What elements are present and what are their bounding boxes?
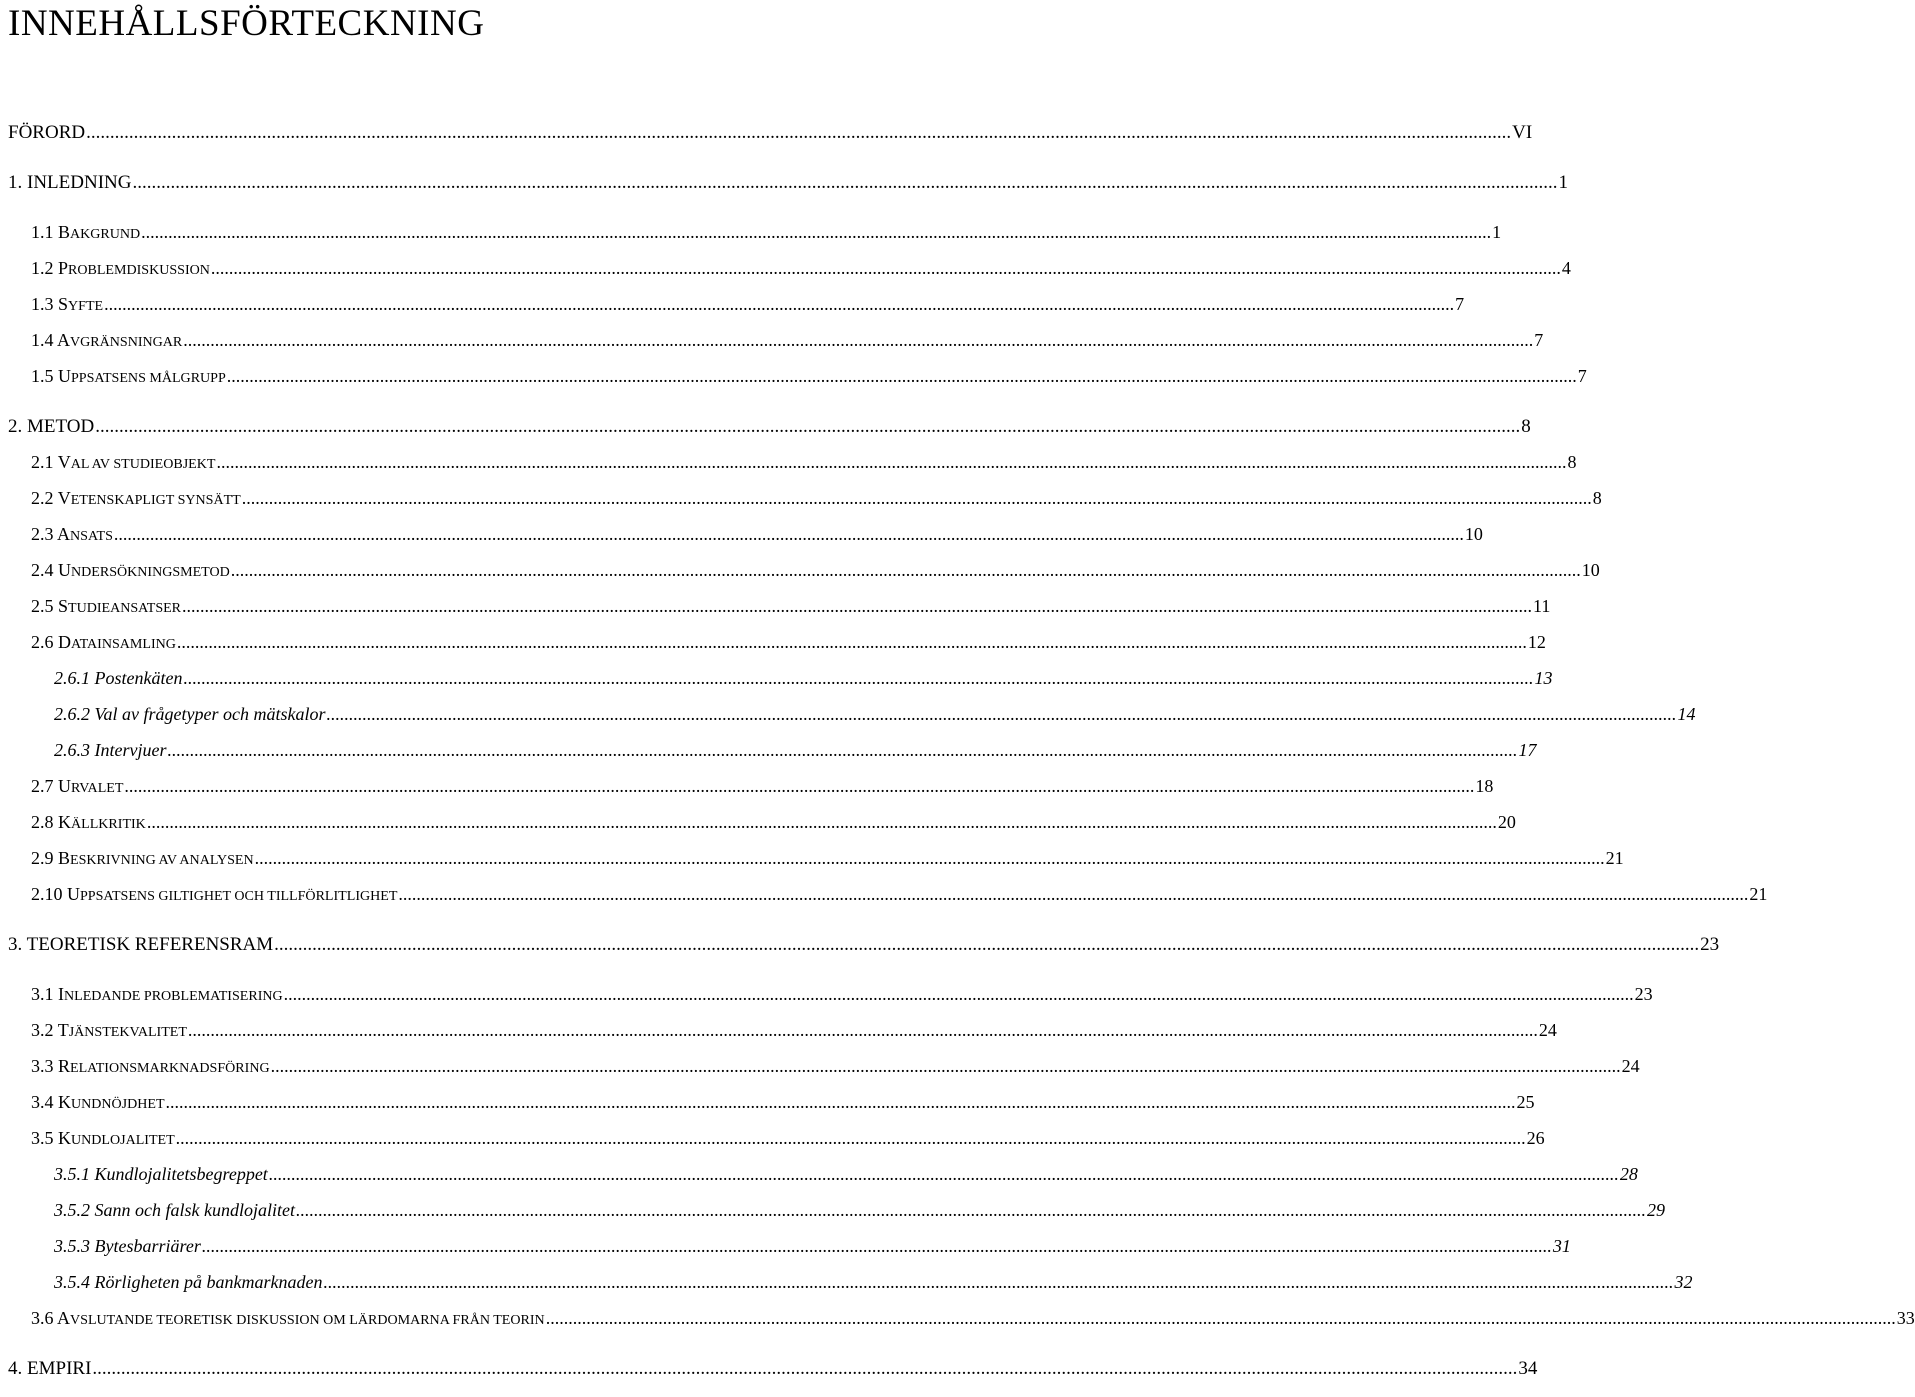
toc-entry-title-rest: UNDLOJALITET [71, 1132, 175, 1148]
toc-entry-page-number: 10 [1464, 524, 1483, 544]
toc-entry[interactable] [31, 524, 1483, 545]
toc-entry[interactable] [31, 294, 1465, 315]
toc-entry-label [31, 222, 140, 243]
dot-leader: ............................................................................................................................................................................................................................................................................................................ [124, 776, 1475, 796]
toc-entry-label [8, 416, 94, 438]
dot-leader: ............................................................................................................................................................................................................................................................................................................ [201, 1236, 1552, 1256]
toc-entry[interactable] [31, 776, 1494, 797]
toc-entry[interactable] [54, 740, 1537, 761]
toc-entry-label [31, 1128, 175, 1149]
toc-entry-label [31, 1092, 165, 1113]
toc-entry[interactable] [8, 172, 1568, 194]
toc-entry-title-rest: ETENSKAPLIGT SYNSÄTT [70, 492, 241, 508]
toc-entry-title-initial: U [67, 884, 80, 904]
toc-entry[interactable] [8, 934, 1720, 956]
toc-entry-number: 2.1 [31, 452, 58, 472]
toc-entry-label [31, 488, 241, 509]
toc-entry-title-rest: TUDIEANSATSER [68, 600, 182, 616]
dot-leader: ............................................................................................................................................................................................................................................................................................................ [92, 1358, 1518, 1379]
toc-entry-page-number: 13 [1534, 668, 1553, 688]
toc-entry[interactable] [31, 366, 1587, 387]
toc-entry-number: 2.9 [31, 848, 58, 868]
toc-entry[interactable] [8, 1358, 1538, 1380]
toc-entry-label [54, 1272, 322, 1293]
toc-entry-title-initial: S [58, 294, 69, 314]
toc-entry-title-initial: A [57, 1308, 71, 1328]
dot-leader: ............................................................................................................................................................................................................................................................................................................ [230, 560, 1581, 580]
toc-entry-number: 4. [8, 1358, 27, 1379]
dot-leader: ............................................................................................................................................................................................................................................................................................................ [86, 122, 1512, 143]
toc-entry-label [54, 704, 325, 725]
page-title: INNEHÅLLSFÖRTECKNING [8, 3, 485, 44]
toc-entry-title-initial: V [57, 452, 71, 472]
toc-entry-number: 2.6.2 [54, 704, 95, 724]
toc-entry-title-initial: F [8, 122, 19, 143]
toc-entry-page-number: 21 [1605, 848, 1624, 868]
toc-entry-title-initial: K [58, 1092, 71, 1112]
toc-entry-title-rest: ETOD [43, 416, 95, 437]
toc-entry-number: 3.5.4 [54, 1272, 95, 1292]
toc-entry-title-rest: ÖRORD [18, 122, 86, 143]
dot-leader: ............................................................................................................................................................................................................................................................................................................ [182, 596, 1533, 616]
toc-entry-number: 2.7 [31, 776, 58, 796]
toc-entry-page-number: 1 [1558, 172, 1568, 193]
toc-entry-page-number: VI [1512, 122, 1533, 143]
toc-entry-title-initial: S [58, 596, 69, 616]
toc-entry-page-number: 7 [1534, 330, 1544, 350]
toc-entry-label [54, 1236, 201, 1257]
toc-entry-label [54, 668, 182, 689]
toc-entry[interactable] [31, 222, 1502, 243]
dot-leader: ............................................................................................................................................................................................................................................................................................................ [141, 222, 1492, 242]
toc-entry[interactable] [54, 1200, 1665, 1221]
toc-entry-number: 1.4 [31, 330, 58, 350]
toc-entry-label [31, 294, 103, 315]
toc-entry-number: 2.2 [31, 488, 58, 508]
toc-entry-title-rest: AKGRUND [70, 226, 141, 242]
toc-entry-title-rest: VGRÄNSNINGAR [70, 334, 183, 350]
toc-entry-label [31, 330, 182, 351]
dot-leader: ............................................................................................................................................................................................................................................................................................................ [104, 294, 1455, 314]
toc-entry-title-rest: ROBLEMDISKUSSION [68, 262, 210, 278]
dot-leader: ............................................................................................................................................................................................................................................................................................................ [254, 848, 1605, 868]
toc-entry-number: 2.5 [31, 596, 58, 616]
dot-leader: ............................................................................................................................................................................................................................................................................................................ [545, 1308, 1896, 1328]
dot-leader: ............................................................................................................................................................................................................................................................................................................ [132, 172, 1558, 193]
dot-leader: ............................................................................................................................................................................................................................................................................................................ [283, 984, 1634, 1004]
toc-entry-page-number: 10 [1581, 560, 1600, 580]
toc-entry-page-number: 21 [1749, 884, 1768, 904]
dot-leader: ............................................................................................................................................................................................................................................................................................................ [241, 488, 1592, 508]
toc-entry-number: 3.5.1 [54, 1164, 95, 1184]
toc-entry-title-rest: RVALET [71, 780, 124, 796]
toc-entry-page-number: 8 [1567, 452, 1577, 472]
toc-entry-page-number: 29 [1646, 1200, 1665, 1220]
toc-entry-title-initial: Val av frågetyper och mätskalor [94, 704, 326, 724]
toc-entry-title-initial: Bytesbarriärer [94, 1236, 201, 1256]
toc-entry-label [31, 560, 230, 581]
toc-entry-title-rest: NDERSÖKNINGSMETOD [71, 564, 230, 580]
toc-entry-title-rest: PPSATSENS GILTIGHET OCH TILLFÖRLITLIGHET [80, 888, 398, 904]
toc-entry-number: 2.8 [31, 812, 58, 832]
toc-entry[interactable] [54, 1236, 1571, 1257]
dot-leader: ............................................................................................................................................................................................................................................................................................................ [295, 1200, 1646, 1220]
toc-entry-title-initial: I [58, 984, 64, 1004]
toc-entry-page-number: 14 [1677, 704, 1696, 724]
toc-entry-number: 2.6 [31, 632, 58, 652]
toc-entry[interactable] [8, 416, 1531, 438]
toc-entry[interactable] [31, 1128, 1545, 1149]
toc-entry-page-number: 31 [1552, 1236, 1571, 1256]
dot-leader: ............................................................................................................................................................................................................................................................................................................ [175, 1128, 1526, 1148]
dot-leader: ............................................................................................................................................................................................................................................................................................................ [268, 1164, 1619, 1184]
toc-entry-title-initial: Rörligheten på bankmarknaden [94, 1272, 323, 1292]
toc-entry[interactable] [54, 668, 1553, 689]
toc-entry-title-rest: NLEDANDE PROBLEMATISERING [64, 988, 283, 1004]
toc-entry-page-number: 17 [1518, 740, 1537, 760]
toc-entry[interactable] [31, 258, 1571, 279]
toc-entry[interactable] [31, 1092, 1535, 1113]
toc-entry-number: 3.4 [31, 1092, 58, 1112]
toc-entry-title-initial: R [58, 1056, 71, 1076]
toc-entry-title-rest: PPSATSENS MÅLGRUPP [71, 370, 226, 386]
toc-entry-title-rest: AL AV STUDIEOBJEKT [70, 456, 216, 472]
toc-entry-number: 1.5 [31, 366, 58, 386]
toc-entry[interactable] [54, 704, 1696, 725]
toc-entry-label [54, 1164, 268, 1185]
toc-entry-title-initial: P [58, 258, 69, 278]
toc-entry-title-rest: JÄNSTEKVALITET [68, 1024, 187, 1040]
toc-entry-title-rest: MPIRI [38, 1358, 92, 1379]
toc-entry-title-initial: M [27, 416, 44, 437]
toc-entry[interactable] [31, 884, 1768, 905]
dot-leader: ............................................................................................................................................................................................................................................................................................................ [326, 704, 1677, 724]
toc-entry-title-initial: B [58, 222, 71, 242]
dot-leader: ............................................................................................................................................................................................................................................................................................................ [274, 934, 1700, 955]
toc-entry-label [31, 1020, 187, 1041]
dot-leader: ............................................................................................................................................................................................................................................................................................................ [187, 1020, 1538, 1040]
toc-entry[interactable] [8, 122, 1533, 144]
toc-entry-title-initial: A [57, 330, 71, 350]
toc-entry-title-initial: V [57, 488, 71, 508]
toc-entry[interactable] [31, 632, 1546, 653]
toc-entry-page-number: 11 [1533, 596, 1551, 616]
toc-entry[interactable] [31, 596, 1551, 617]
toc-entry[interactable] [31, 812, 1516, 833]
toc-entry-page-number: 33 [1896, 1308, 1915, 1328]
toc-entry-label [8, 122, 85, 144]
toc-entry[interactable] [54, 1164, 1638, 1185]
toc-entry-page-number: 8 [1521, 416, 1531, 437]
toc-entry-number: 3.5 [31, 1128, 58, 1148]
toc-entry[interactable] [31, 1308, 1915, 1329]
toc-entry-title-initial: U [58, 776, 71, 796]
dot-leader: ............................................................................................................................................................................................................................................................................................................ [165, 1092, 1516, 1112]
toc-entry[interactable] [31, 1020, 1557, 1041]
toc-entry-title-rest: EORETISK REFERENSRAM [38, 934, 274, 955]
toc-entry-title-rest: YFTE [68, 298, 104, 314]
toc-entry-title-rest: ATAINSAMLING [71, 636, 176, 652]
toc-entry-number: 2.6.3 [54, 740, 95, 760]
toc-entry-label [54, 740, 166, 761]
toc-entry-title-rest: NLEDNING [33, 172, 132, 193]
toc-entry-title-initial: T [26, 934, 39, 955]
toc-entry-page-number: 24 [1621, 1056, 1640, 1076]
toc-entry-page-number: 28 [1619, 1164, 1638, 1184]
toc-entry-title-initial: I [27, 172, 34, 193]
toc-entry-title-initial: U [58, 366, 71, 386]
toc-entry-label [31, 1308, 545, 1329]
toc-entry-title-rest: NSATS [70, 528, 113, 544]
toc-entry-title-rest: VSLUTANDE TEORETISK DISKUSSION OM LÄRDOMARNA FRÅN TEORIN [70, 1312, 545, 1328]
toc-entry-number: 3.5.2 [54, 1200, 95, 1220]
toc-entry-number: 3.5.3 [54, 1236, 95, 1256]
toc-entry-page-number: 4 [1561, 258, 1571, 278]
dot-leader: ............................................................................................................................................................................................................................................................................................................ [270, 1056, 1621, 1076]
toc-entry-label [31, 632, 176, 653]
toc-entry-title-initial: Intervjuer [94, 740, 167, 760]
toc-entry-title-initial: K [58, 812, 71, 832]
toc-entry-page-number: 34 [1518, 1358, 1538, 1379]
toc-entry-label [31, 596, 181, 617]
dot-leader: ............................................................................................................................................................................................................................................................................................................ [226, 366, 1577, 386]
toc-entry-page-number: 1 [1492, 222, 1502, 242]
dot-leader: ............................................................................................................................................................................................................................................................................................................ [210, 258, 1561, 278]
toc-entry-page-number: 32 [1674, 1272, 1693, 1292]
dot-leader: ............................................................................................................................................................................................................................................................................................................ [113, 524, 1464, 544]
toc-entry-label [31, 366, 226, 387]
toc-entry-label [31, 1056, 270, 1077]
toc-entry[interactable] [31, 984, 1653, 1005]
toc-entry-label [8, 934, 273, 956]
toc-entry-page-number: 25 [1516, 1092, 1535, 1112]
dot-leader: ............................................................................................................................................................................................................................................................................................................ [95, 416, 1521, 437]
toc-entry-title-initial: Sann och falsk kundlojalitet [94, 1200, 295, 1220]
toc-entry-title-initial: U [58, 560, 71, 580]
toc-entry-title-initial: Postenkäten [94, 668, 183, 688]
toc-entry-number: 1. [8, 172, 27, 193]
toc-entry-label [31, 524, 113, 545]
toc-entry-number: 1.2 [31, 258, 58, 278]
dot-leader: ............................................................................................................................................................................................................................................................................................................ [398, 884, 1749, 904]
dot-leader: ............................................................................................................................................................................................................................................................................................................ [167, 740, 1518, 760]
toc-entry[interactable] [31, 560, 1600, 581]
toc-entry-number: 2.3 [31, 524, 58, 544]
toc-entry-number: 3.2 [31, 1020, 58, 1040]
toc-entry-title-initial: T [57, 1020, 69, 1040]
toc-entry-page-number: 20 [1497, 812, 1516, 832]
toc-entry[interactable] [31, 330, 1544, 351]
dot-leader: ............................................................................................................................................................................................................................................................................................................ [216, 452, 1567, 472]
toc-entry[interactable] [31, 848, 1624, 869]
toc-entry-label [31, 884, 397, 905]
dot-leader: ............................................................................................................................................................................................................................................................................................................ [176, 632, 1527, 652]
toc-entry-page-number: 18 [1475, 776, 1494, 796]
toc-entry-page-number: 12 [1527, 632, 1546, 652]
toc-entry-label [31, 812, 146, 833]
toc-entry-title-rest: ÄLLKRITIK [71, 816, 146, 832]
toc-entry-label [31, 258, 210, 279]
toc-entry-page-number: 23 [1700, 934, 1720, 955]
toc-entry-number: 2.10 [31, 884, 67, 904]
toc-entry-label [8, 1358, 91, 1380]
toc-entry-number: 3. [8, 934, 27, 955]
toc-entry-number: 2.6.1 [54, 668, 95, 688]
toc-entry[interactable] [54, 1272, 1693, 1293]
toc-entry-title-initial: D [58, 632, 71, 652]
toc-entry[interactable] [31, 488, 1602, 509]
toc-entry-label [31, 776, 123, 797]
toc-entry-title-rest: ESKRIVNING AV ANALYSEN [70, 852, 254, 868]
toc-entry-label [54, 1200, 295, 1221]
toc-entry-number: 3.6 [31, 1308, 58, 1328]
toc-entry-label [31, 984, 283, 1005]
toc-entry-page-number: 8 [1592, 488, 1602, 508]
toc-entry-title-rest: UNDNÖJDHET [71, 1096, 165, 1112]
toc-entry-page-number: 23 [1634, 984, 1653, 1004]
dot-leader: ............................................................................................................................................................................................................................................................................................................ [183, 330, 1534, 350]
dot-leader: ............................................................................................................................................................................................................................................................................................................ [146, 812, 1497, 832]
dot-leader: ............................................................................................................................................................................................................................................................................................................ [323, 1272, 1674, 1292]
toc-entry-label [8, 172, 131, 194]
toc-entry-number: 3.3 [31, 1056, 58, 1076]
toc-entry-title-rest: ELATIONSMARKNADSFÖRING [70, 1060, 270, 1076]
dot-leader: ............................................................................................................................................................................................................................................................................................................ [183, 668, 1534, 688]
toc-entry[interactable] [31, 1056, 1640, 1077]
toc-entry-label [31, 848, 254, 869]
toc-entry-number: 2. [8, 416, 27, 437]
toc-entry-title-initial: A [57, 524, 71, 544]
toc-entry[interactable] [31, 452, 1577, 473]
toc-entry-number: 1.1 [31, 222, 58, 242]
toc-entry-number: 1.3 [31, 294, 58, 314]
toc-entry-number: 3.1 [31, 984, 58, 1004]
toc-entry-title-initial: E [27, 1358, 39, 1379]
toc-entry-page-number: 26 [1526, 1128, 1545, 1148]
toc-entry-title-initial: K [58, 1128, 71, 1148]
toc-entry-title-initial: B [58, 848, 71, 868]
toc-entry-number: 2.4 [31, 560, 58, 580]
toc-entry-label [31, 452, 215, 473]
toc-entry-title-initial: Kundlojalitetsbegreppet [94, 1164, 268, 1184]
toc-entry-page-number: 24 [1538, 1020, 1557, 1040]
toc-entry-page-number: 7 [1455, 294, 1465, 314]
toc-entry-page-number: 7 [1577, 366, 1587, 386]
